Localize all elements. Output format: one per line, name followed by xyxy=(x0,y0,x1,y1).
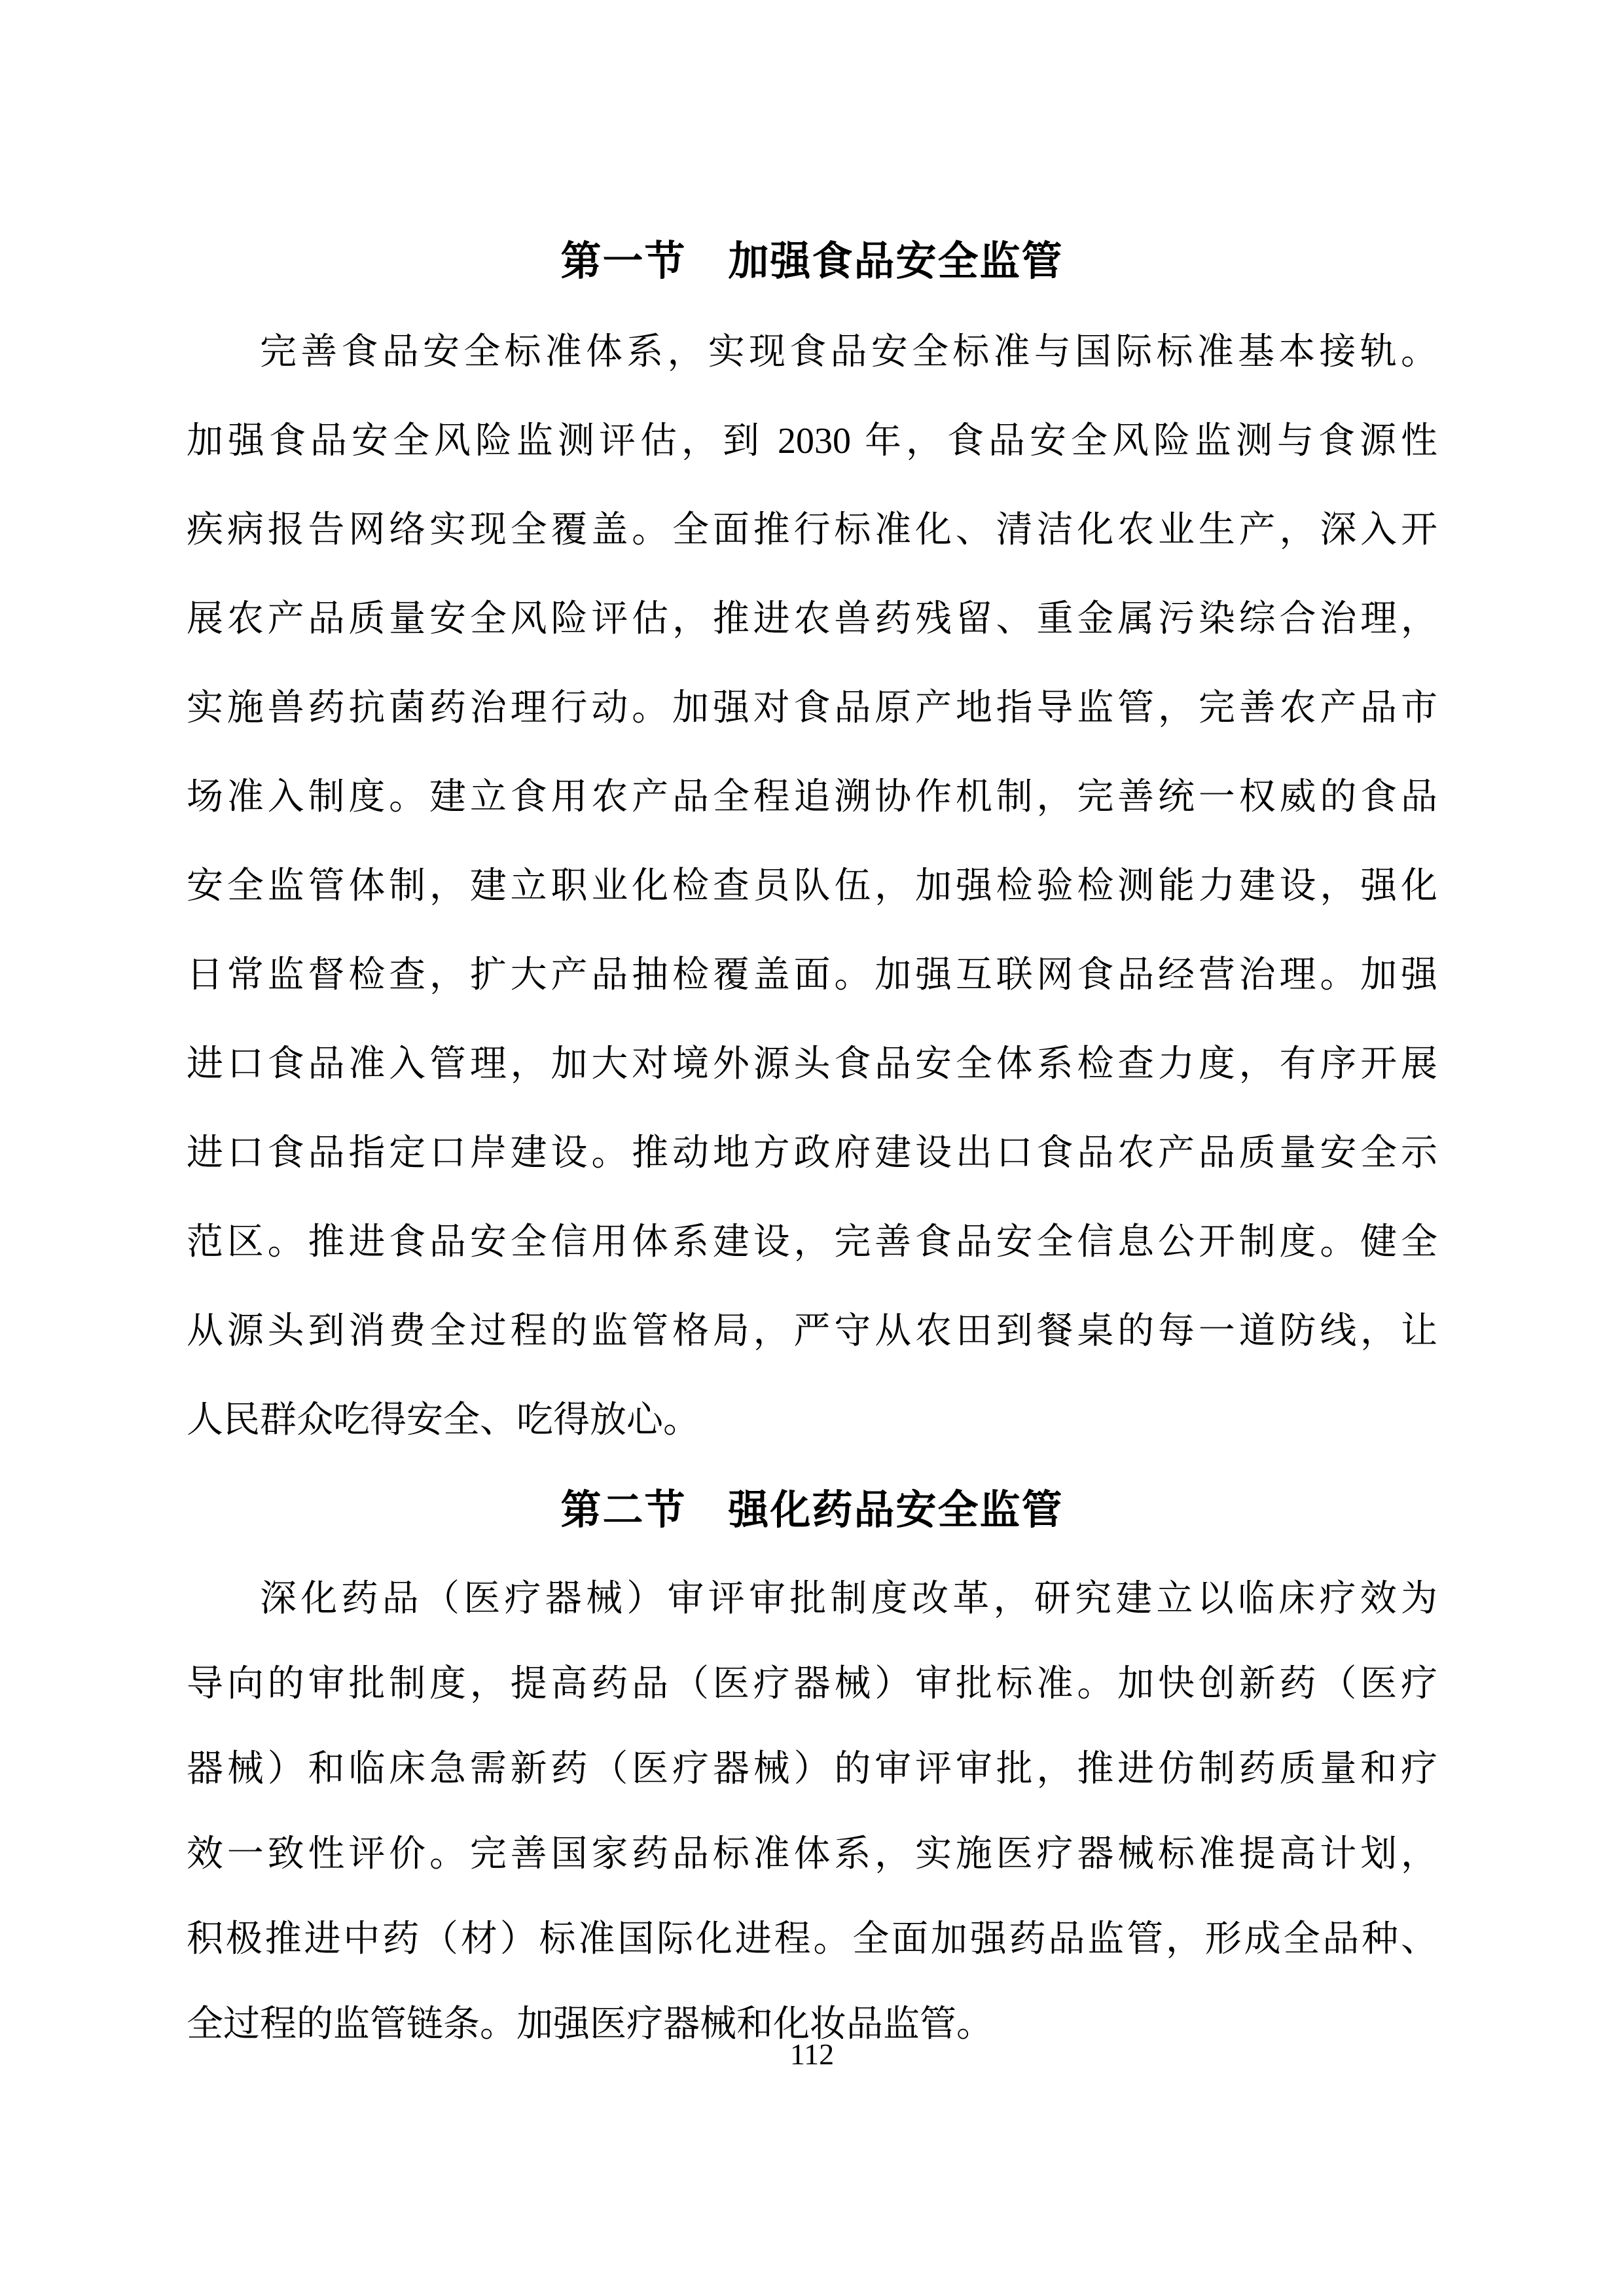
body-line: 效一致性评价。完善国家药品标准体系，实施医疗器械标准提高计划， xyxy=(187,1834,1437,1874)
body-line: 日常监督检查，扩大产品抽检覆盖面。加强互联网食品经营治理。加强 xyxy=(187,955,1437,996)
body-line: 积极推进中药（材）标准国际化进程。全面加强药品监管，形成全品种、 xyxy=(187,1919,1437,1960)
section-food-safety xyxy=(187,216,1437,1465)
body-line: 安全监管体制，建立职业化检查员队伍，加强检验检测能力建设，强化 xyxy=(187,866,1437,906)
body-line: 深化药品（医疗器械）审评审批制度改革，研究建立以临床疗效为 xyxy=(260,1579,1437,1619)
section-1-heading: 第一节 加强食品安全监管 xyxy=(560,240,1064,284)
body-line: 全过程的监管链条。加强医疗器械和化妆品监管。 xyxy=(187,2004,993,2045)
body-line: 实施兽药抗菌药治理行动。加强对食品原产地指导监管，完善农产品市 xyxy=(187,688,1437,728)
body-line: 加强食品安全风险监测评估，到 2030 年，食品安全风险监测与食源性 xyxy=(187,421,1437,461)
section-drug-safety xyxy=(187,1465,1437,2067)
body-line: 场准入制度。建立食用农产品全程追溯协作机制，完善统一权威的食品 xyxy=(187,777,1437,817)
section-2-heading: 第二节 强化药品安全监管 xyxy=(560,1488,1064,1533)
body-line: 从源头到消费全过程的监管格局，严守从农田到餐桌的每一道防线，让 xyxy=(187,1311,1437,1352)
body-line: 完善食品安全标准体系，实现食品安全标准与国际标准基本接轨。 xyxy=(260,332,1437,372)
page-number: 112 xyxy=(789,2037,835,2071)
body-line: 器械）和临床急需新药（医疗器械）的审评审批，推进仿制药质量和疗 xyxy=(187,1749,1437,1789)
body-line: 范区。推进食品安全信用体系建设，完善食品安全信息公开制度。健全 xyxy=(187,1222,1437,1263)
body-line: 导向的审批制度，提高药品（医疗器械）审批标准。加快创新药（医疗 xyxy=(187,1664,1437,1704)
body-line: 人民群众吃得安全、吃得放心。 xyxy=(187,1400,700,1441)
document-content xyxy=(187,216,1437,2067)
body-line: 展农产品质量安全风险评估，推进农兽药残留、重金属污染综合治理， xyxy=(187,599,1437,639)
body-line: 疾病报告网络实现全覆盖。全面推行标准化、清洁化农业生产，深入开 xyxy=(187,510,1437,550)
body-line: 进口食品指定口岸建设。推动地方政府建设出口食品农产品质量安全示 xyxy=(187,1133,1437,1174)
body-line: 进口食品准入管理，加大对境外源头食品安全体系检查力度，有序开展 xyxy=(187,1044,1437,1085)
